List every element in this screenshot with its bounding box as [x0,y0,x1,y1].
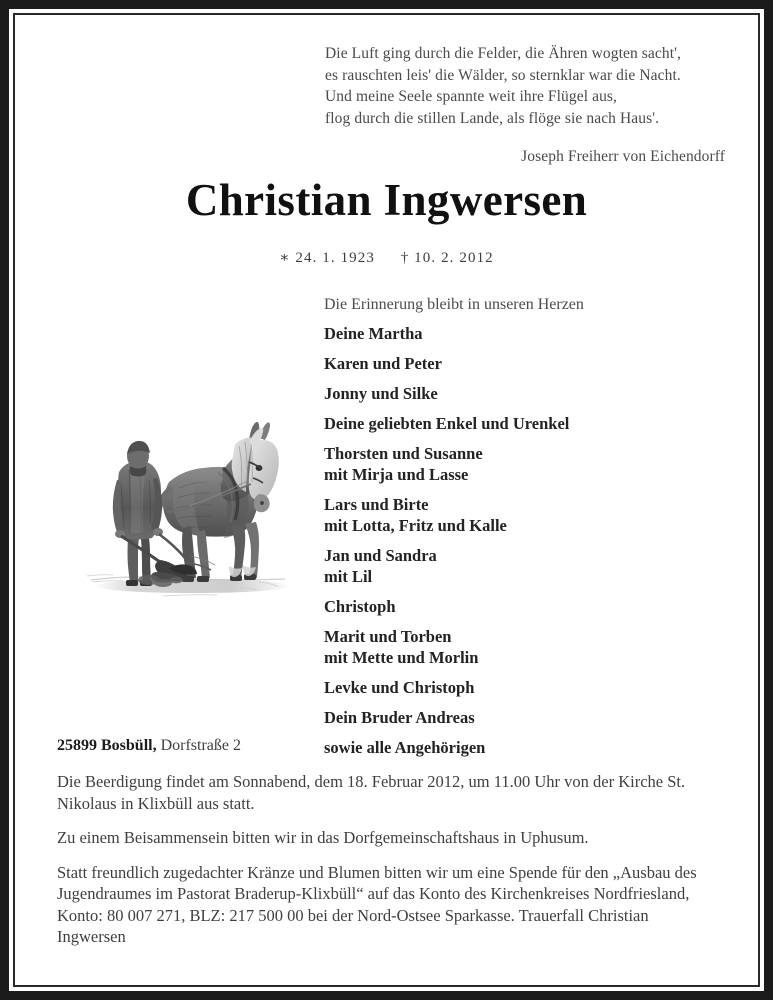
mourner-line: Karen und Peter [324,354,442,373]
mourner-group [324,596,724,617]
poem-line: Die Luft ging durch die Felder, die Ähren wogten sacht', [325,45,681,62]
address-street: Dorfstraße 2 [160,737,242,754]
mourner-line: Deine geliebten Enkel und Urenkel [324,414,570,433]
mourner-group [324,707,724,728]
notice-sheet [15,15,758,985]
farmer-with-horse-and-plough-illustration [73,410,305,610]
poem-block [325,43,725,168]
mourner-line: Jan und Sandra [324,546,437,565]
gathering-paragraph: Zu einem Beisammensein bitten wir in das Dorfgemeinschaftshaus in Uphusum. [57,828,589,847]
burial-paragraph: Die Beerdigung findet am Sonnabend, dem 18. Februar 2012, um 11.00 Uhr von der Kirche St. Nikolaus in Klixbüll aus statt. [57,772,686,813]
mourner-list [324,293,724,767]
mourner-line: Levke und Christoph [324,678,475,697]
mourner-line: Marit und Torben [324,627,452,646]
mourner-group [324,353,724,374]
mourner-line: Jonny und Silke [324,384,438,403]
poem-author: Joseph Freiherr von Eichendorff [521,148,725,165]
mourner-group [324,626,724,668]
life-dates [15,248,758,267]
donation-paragraph: Statt freundlich zugedachter Kränze und Blumen bitten wir um eine Spende für den „Ausbau des Jugendraumes im Pastorat Braderup-Klixbüll“ auf das Konto des Kirchenkreises Nordfriesland, Konto: 80 007 271, BLZ: 217 500 00 bei der Nord-Ostsee Sparkasse. Trauerfall Christian Ingwersen [57,862,697,946]
mourner-line: Deine Martha [324,324,423,343]
mourner-group [324,323,724,344]
poem-line: Und meine Seele spannte weit ihre Flügel aus, [325,88,618,105]
mourner-line: Thorsten und Susanne [324,444,483,463]
mourner-intro: Die Erinnerung bleibt in unseren Herzen [324,296,584,313]
funeral-details [57,735,717,948]
mourner-line: Lars und Birte [324,495,429,514]
poem-line: flog durch die stillen Lande, als flöge sie nach Haus'. [325,109,660,127]
mourner-line: mit Lotta, Fritz und Kalle [324,516,507,535]
address-city: 25899 Bosbüll, [57,737,157,754]
mourner-line: Dein Bruder Andreas [324,708,475,727]
address-line [57,735,717,757]
mourner-line: sowie alle Angehörigen [324,738,486,757]
poem-line: es rauschten leis' die Wälder, so sternklar war die Nacht. [325,66,681,84]
mourner-group [324,443,724,485]
mourner-line: mit Lil [324,567,373,586]
deceased-name: Christian Ingwersen [185,175,588,225]
birth-symbol: ∗ [279,250,291,266]
death-symbol: † [400,250,410,266]
mourner-group [324,494,724,536]
mourner-line: Christoph [324,597,396,616]
birth-date: 24. 1. 1923 [295,250,375,266]
mourner-line: mit Mette und Morlin [324,648,479,667]
mourner-line: mit Mirja und Lasse [324,465,469,484]
mourner-group [324,545,724,587]
mourner-group [324,383,724,404]
death-date: 10. 2. 2012 [414,250,494,266]
mourner-group [324,413,724,434]
mourner-group [324,677,724,698]
